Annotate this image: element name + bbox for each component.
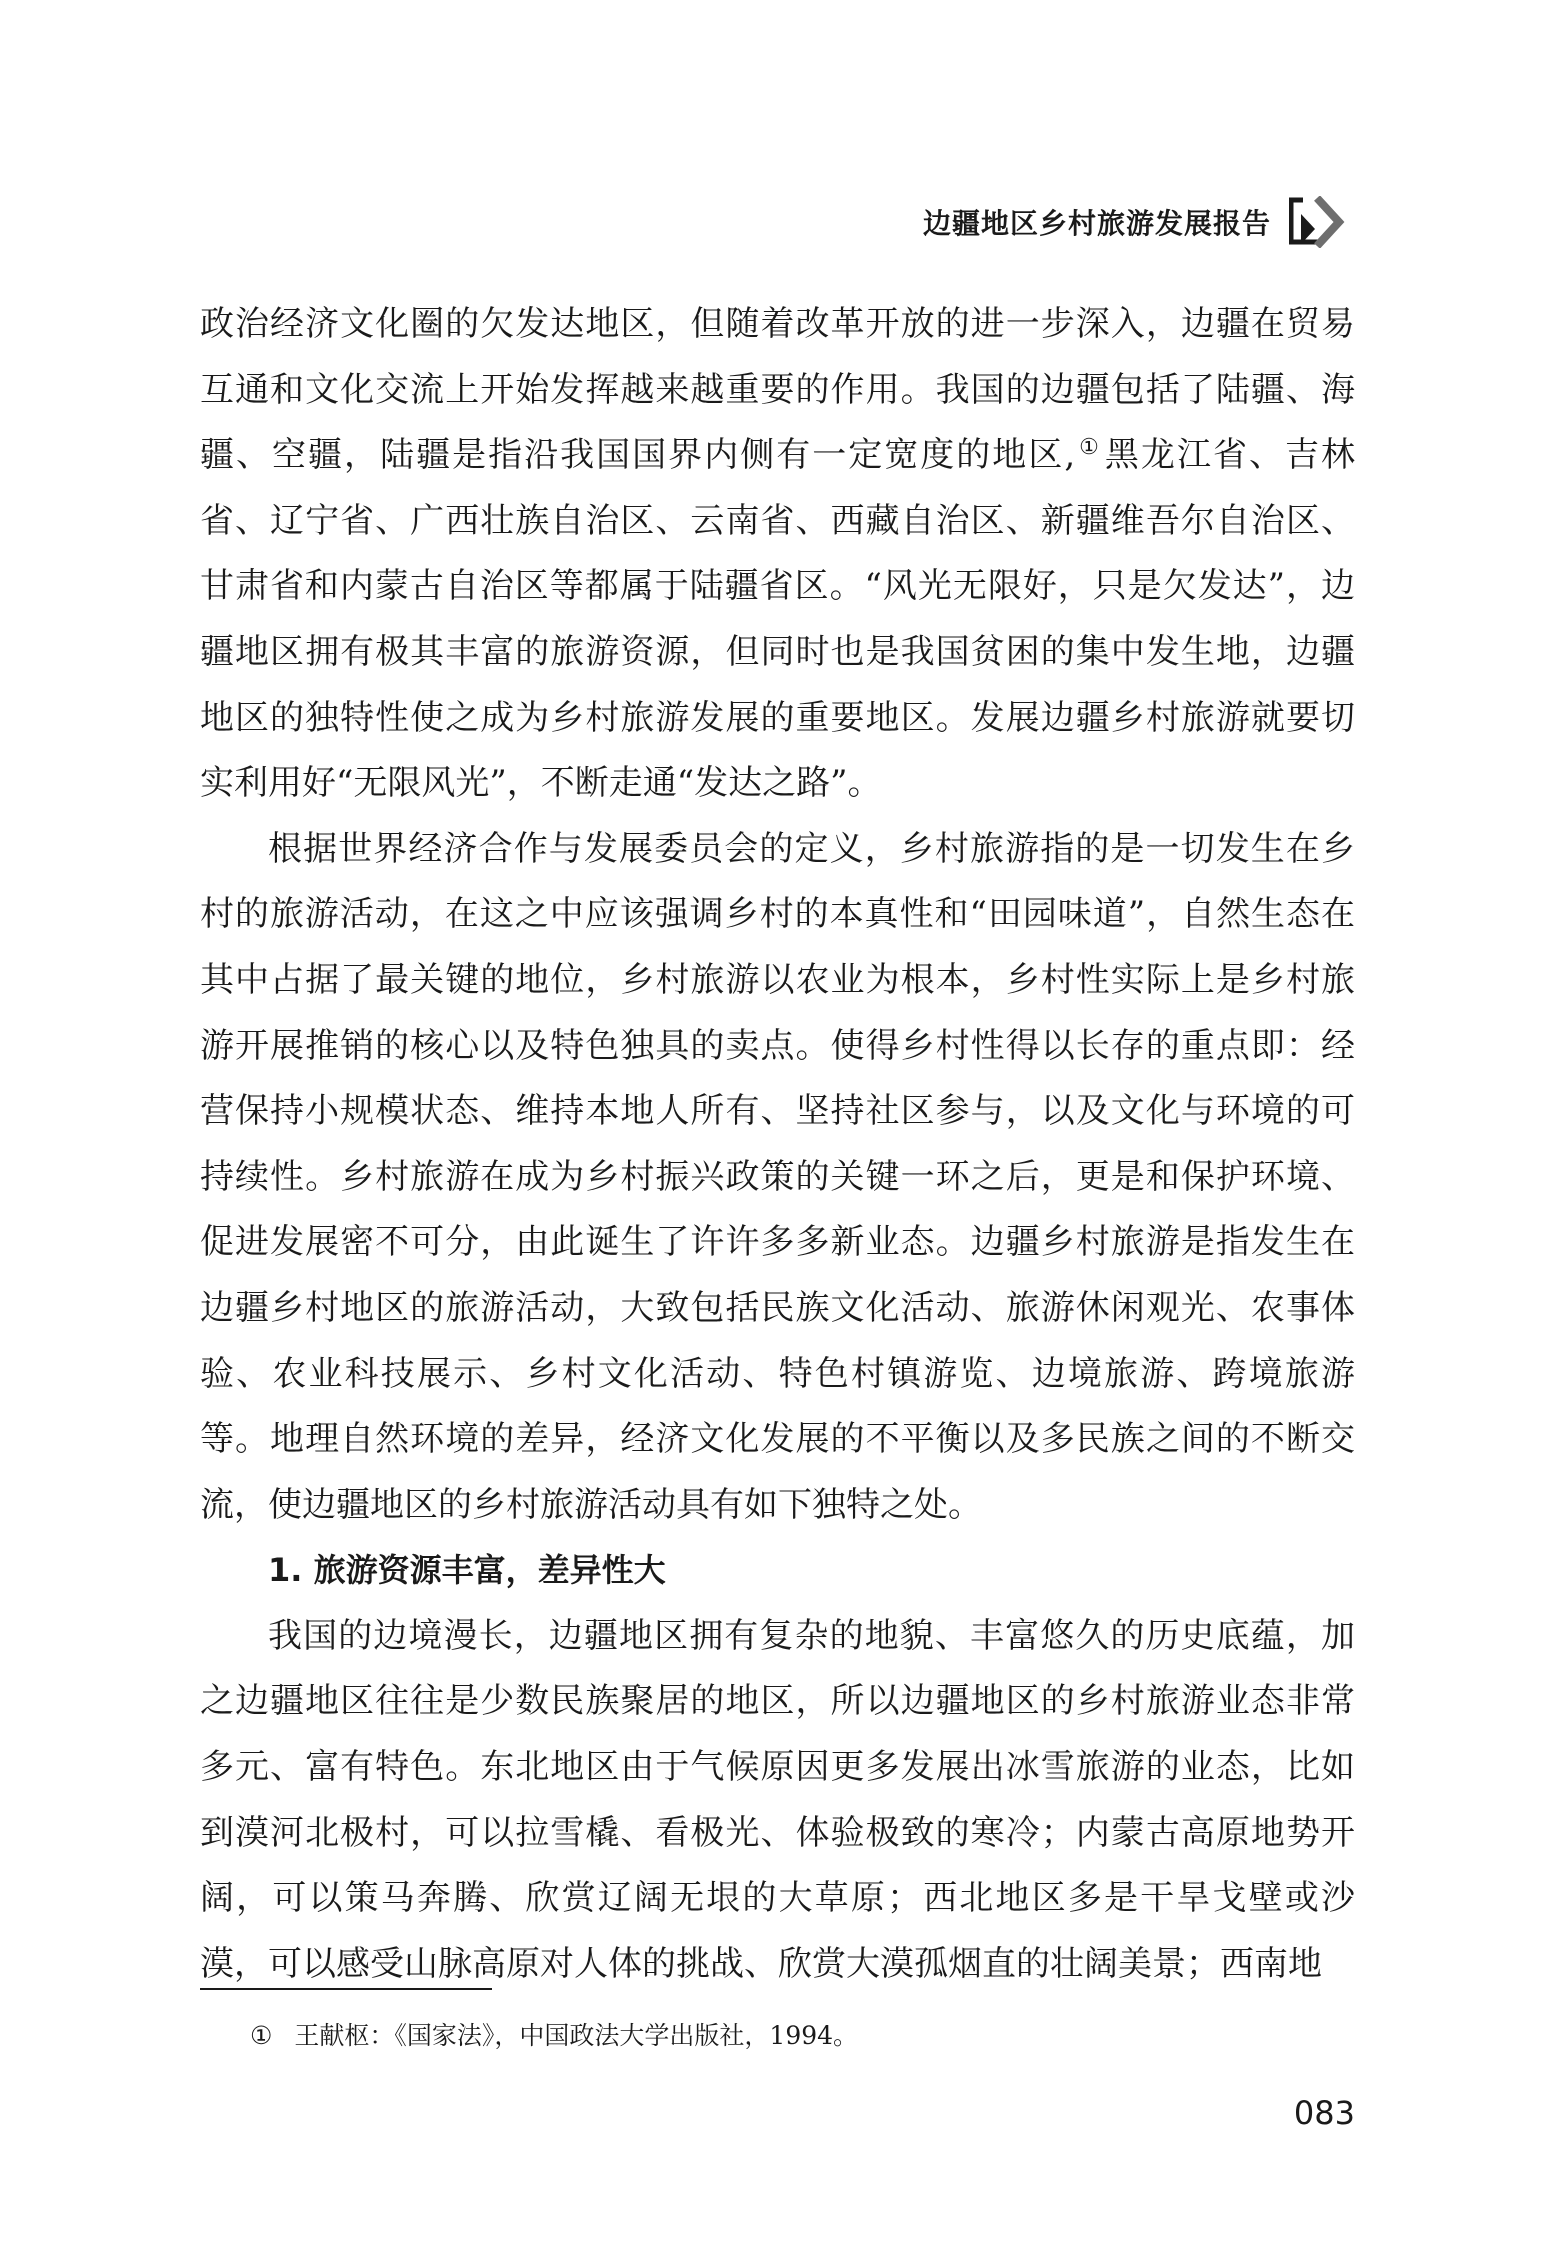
running-header-title: 边疆地区乡村旅游发展报告 — [922, 207, 1271, 240]
footnote-reference[interactable]: ① — [1077, 434, 1101, 460]
footnote-marker: ① — [250, 2021, 273, 2050]
paragraph-text: 政治经济文化圈的欠发达地区，但随着改革开放的进一步深入，边疆在贸易互通和文化交流上开始发挥越来越重要的作用。我国的边疆包括了陆疆、海疆、空疆，陆疆是指沿我国国界内侧有一定宽度的地区, — [200, 304, 1355, 476]
footnote-text: 王献枢：《国家法》，中国政法大学出版社，1994。 — [294, 2021, 859, 2050]
footnote-divider — [200, 1988, 492, 1990]
paragraph: 我国的边境漫长，边疆地区拥有复杂的地貌、丰富悠久的历史底蕴，加之边疆地区往往是少数民族聚居的地区，所以边疆地区的乡村旅游业态非常多元、富有特色。东北地区由于气候原因更多发展出冰雪旅游的业态，比如到漠河北极村，可以拉雪橇、看极光、体验极致的寒冷；内蒙古高原地势开阔，可以策马奔腾、欣赏辽阔无垠的大草原；西北地区多是干旱戈壁或沙漠，可以感受山脉高原对人体的挑战、欣赏大漠孤烟直的壮阔美景；西南地 — [200, 1615, 1355, 1984]
paragraph: 根据世界经济合作与发展委员会的定义，乡村旅游指的是一切发生在乡村的旅游活动，在这之中应该强调乡村的本真性和“田园味道”，自然生态在其中占据了最关键的地位，乡村旅游以农业为根本，乡村性实际上是乡村旅游开展推销的核心以及特色独具的卖点。使得乡村性得以长存的重点即：经营保持小规模状态、维持本地人所有、坚持社区参与，以及文化与环境的可持续性。乡村旅游在成为乡村振兴政策的关键一环之后，更是和保护环境、促进发展密不可分，由此诞生了许许多多新业态。边疆乡村旅游是指发生在边疆乡村地区的旅游活动，大致包括民族文化活动、旅游休闲观光、农事体验、农业科技展示、乡村文化活动、特色村镇游览、边境旅游、跨境旅游等。地理自然环境的差异，经济文化发展的不平衡以及多民族之间的不断交流，使边疆地区的乡村旅游活动具有如下独特之处。 — [200, 828, 1355, 1525]
chapter-arrow-icon — [1289, 196, 1355, 248]
footnote — [250, 2016, 1300, 2056]
paragraph-continued — [200, 292, 1355, 817]
running-header — [923, 196, 1355, 248]
body-text — [200, 292, 1355, 1997]
paragraph-text: 黑龙江省、吉林省、辽宁省、广西壮族自治区、云南省、西藏自治区、新疆维吾尔自治区、甘肃省和内蒙古自治区等都属于陆疆省区。“风光无限好，只是欠发达”，边疆地区拥有极其丰富的旅游资源，但同时也是我国贫困的集中发生地，边疆地区的独特性使之成为乡村旅游发展的重要地区。发展边疆乡村旅游就要切实利用好“无限风光”，不断走通“发达之路”。 — [200, 435, 1356, 804]
page-number: 083 — [1293, 2094, 1355, 2132]
section-heading: 1. 旅游资源丰富，差异性大 — [268, 1551, 666, 1590]
